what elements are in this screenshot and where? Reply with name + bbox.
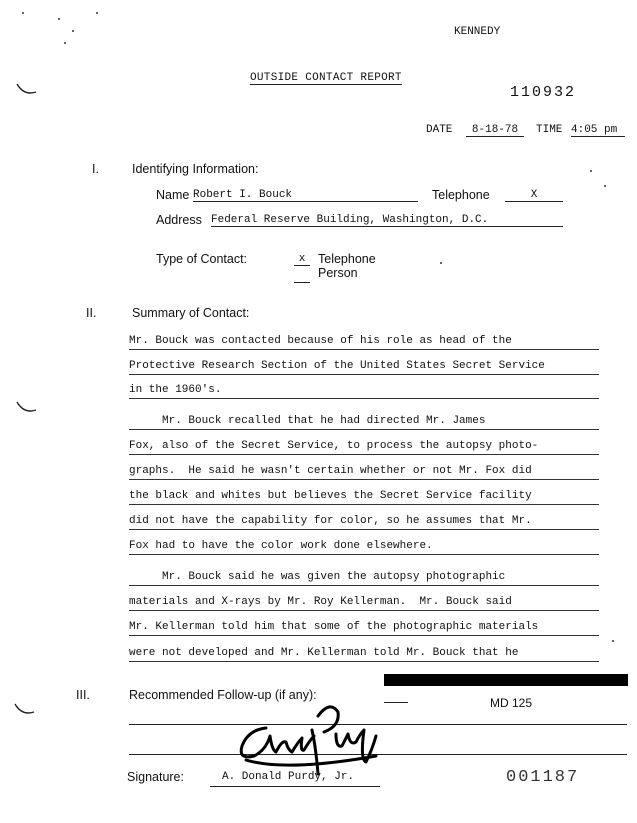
summary-line: Mr. Kellerman told him that some of the photographic materials [129, 620, 599, 636]
signature-name: A. Donald Purdy, Jr. [222, 771, 355, 783]
scan-speck [590, 170, 592, 172]
contact-option-person: Person [318, 266, 358, 280]
scan-speck [440, 262, 442, 264]
section-1-numeral: I. [92, 162, 99, 176]
summary-line: were not developed and Mr. Kellerman told Mr. Bouck that he [129, 646, 599, 662]
redaction-bar [384, 674, 628, 686]
punch-hole-mark [14, 80, 38, 100]
section-3-numeral: III. [76, 688, 90, 702]
summary-line: Fox had to have the color work done elsewhere. [129, 539, 599, 555]
page-title: OUTSIDE CONTACT REPORT [250, 72, 402, 84]
name-label: Name [156, 188, 190, 202]
summary-line: did not have the capability for color, so he assumes that Mr. [129, 514, 599, 530]
contact-person-check [294, 282, 310, 283]
section-3-heading: Recommended Follow-up (if any): [129, 688, 317, 702]
contact-option-telephone: Telephone [318, 252, 376, 266]
summary-line: in the 1960's. [129, 383, 599, 399]
telephone-field: X [505, 189, 563, 202]
scan-speck [22, 12, 24, 14]
address-label: Address [156, 213, 202, 227]
signature-label: Signature: [127, 770, 184, 784]
scan-speck [604, 185, 606, 187]
scan-speck [612, 640, 614, 642]
document-number: 110932 [510, 84, 577, 101]
followup-blank-line [384, 702, 408, 703]
section-2-heading: Summary of Contact: [132, 306, 250, 320]
summary-line: Mr. Bouck was contacted because of his role as head of the [129, 334, 599, 350]
md-stamp: MD 125 [490, 696, 533, 710]
scan-speck [58, 18, 60, 20]
scan-speck [72, 30, 74, 32]
contact-type-label: Type of Contact: [156, 252, 248, 266]
section-2-numeral: II. [86, 306, 97, 320]
contact-telephone-check: x [294, 253, 310, 266]
name-field: Robert I. Bouck [193, 189, 418, 202]
scan-speck [96, 12, 98, 14]
summary-line: graphs. He said he wasn't certain whether or not Mr. Fox did [129, 464, 599, 480]
address-field: Federal Reserve Building, Washington, D.C. [211, 214, 563, 227]
section-1-heading: Identifying Information: [132, 162, 259, 176]
header-name: KENNEDY [454, 26, 501, 38]
telephone-label: Telephone [432, 188, 490, 202]
date-value: 8-18-78 [466, 124, 524, 137]
punch-hole-mark [14, 398, 38, 418]
signature-line [210, 786, 380, 787]
page-number: 001187 [506, 768, 580, 787]
summary-line: Mr. Bouck recalled that he had directed Mr. James [129, 414, 599, 430]
scan-speck [64, 42, 66, 44]
summary-line: Fox, also of the Secret Service, to process the autopsy photo- [129, 439, 599, 455]
summary-line: materials and X-rays by Mr. Roy Kellerman. Mr. Bouck said [129, 595, 599, 611]
time-label: TIME [536, 124, 563, 136]
date-label: DATE [426, 124, 453, 136]
punch-hole-mark [12, 700, 36, 720]
summary-line: the black and whites but believes the Secret Service facility [129, 489, 599, 505]
time-value: 4:05 pm [571, 124, 625, 137]
summary-line: Mr. Bouck said he was given the autopsy photographic [129, 570, 599, 586]
summary-line: Protective Research Section of the United States Secret Service [129, 359, 599, 375]
